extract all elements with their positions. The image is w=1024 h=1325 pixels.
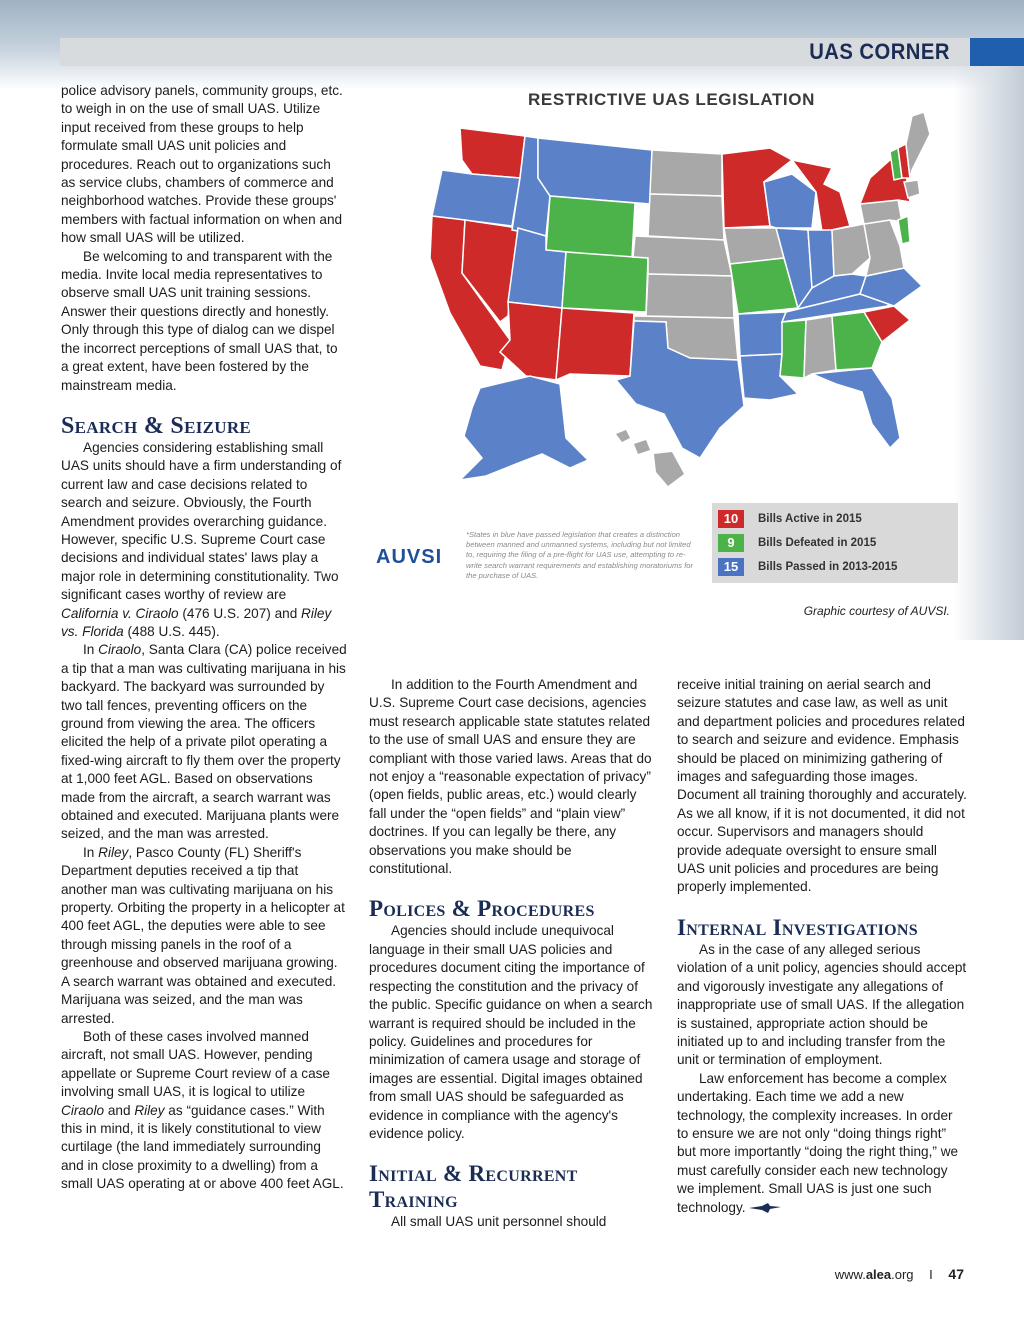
- heading-internal-investigations: Internal Investigations: [677, 914, 918, 940]
- state-shape: [646, 274, 734, 318]
- heading-search-seizure: Search & Seizure: [61, 412, 252, 439]
- legend-label: Bills Defeated in 2015: [758, 537, 877, 549]
- case-citation: California v. Ciraolo: [61, 605, 179, 621]
- map-title: RESTRICTIVE UAS LEGISLATION: [528, 90, 815, 109]
- margin-background: [954, 60, 1024, 640]
- paragraph: In Ciraolo, Santa Clara (CA) police received a tip that a man was cultivating marijuana in his backyard. The backyard was surrounded by two tall fences, preventing officers on the ground from viewing the area. The officers elicited the help of a private pilot operating a fixed-wing aircraft to fly them over the property at 1,000 feet AGL. Based on observations made from the aircraft, a search warrant was obtained and executed. Marijuana plants were seized, and the man was arrested.: [61, 642, 347, 842]
- footer-url[interactable]: www.alea.org: [834, 1267, 914, 1282]
- state-shape: [804, 316, 836, 378]
- paragraph: Law enforcement has become a complex undertaking. Each time we add a new technology, the complexity increases. In order to ensure we are not only “doing things right” but more importantly “doing the right thing,” we must carefully consider each new technology we implement. Small UAS is just one such technology.: [677, 1070, 959, 1215]
- legend-count: 10: [718, 510, 744, 528]
- case-citation: Riley: [98, 844, 129, 860]
- paragraph: In addition to the Fourth Amendment and U.S. Supreme Court case decisions, agencies must research applicable state statutes related to the use of small UAS and ensure they are compliant with those varied laws. Areas that do not enjoy a “reasonable expectation of privacy” (open fields, public areas, etc.) would clearly fall under the “open fields” and “plain view” doctrines. If you can legally be there, any observations you make should be constitutional.: [369, 677, 652, 877]
- case-citation: Ciraolo: [61, 1102, 105, 1118]
- state-shape: [616, 430, 630, 442]
- page-footer: [835, 1266, 964, 1282]
- state-shape: [650, 150, 722, 196]
- page-number: 47: [948, 1266, 964, 1282]
- auvsi-logo: AUVSI: [376, 546, 443, 568]
- legend-count: 9: [718, 534, 744, 552]
- legend-item-active: [718, 510, 862, 528]
- paragraph: police advisory panels, community groups, etc. to weigh in on the use of small UAS. Utilize input received from these groups to help formulate small UAS unit policies and procedures. Reach out to organizations such as service clubs, chambers of commerce and neighborhood watches. Provide these groups' members with factual information on when and how small UAS will be utilized.: [61, 83, 343, 246]
- heading-policies-procedures: Polices & Procedures: [369, 896, 595, 922]
- paragraph: All small UAS unit personnel should: [391, 1214, 607, 1230]
- paragraph: Agencies should include unequivocal language in their small UAS policies and procedures document citing the importance of respecting the constitution and the privacy of the public. Specific guidance on when a search warrant is required should be included in the policy. Guidelines and procedures for minimization of camera usage and storage of images are essential. Digital images obtained from small UAS should be safeguarded as evidence in compliance with the agency's evidence policy.: [369, 923, 653, 1141]
- state-shape: [648, 194, 724, 240]
- image-credit: Graphic courtesy of AUVSI.: [803, 604, 950, 618]
- legend-label: Bills Passed in 2013-2015: [758, 561, 898, 573]
- paragraph: Be welcoming to and transparent with the media. Invite local media representatives to observe small UAS unit training sessions. Answer their questions directly and honestly. Only through this type of dialog can we dispel the incorrect perceptions of small UAS that, to a great extent, have been fostered by the mainstream media.: [61, 248, 338, 393]
- paragraph: receive initial training on aerial search and seizure statutes and case law, as well as unit and department policies and procedures related to search and seizure and evidence. Emphasis should be placed on minimizing gathering of images and safeguarding those images. Document all training thoroughly and accurately. As we all know, if it is not documented, it did not occur. Supervisors and managers should provide adequate oversight to ensure small UAS unit policies and procedures are being properly implemented.: [677, 677, 967, 895]
- state-shape: [738, 312, 786, 356]
- us-legislation-map: [420, 108, 930, 508]
- heading-initial-recurrent-training: Initial & Recurrent Training: [369, 1161, 578, 1213]
- state-shape: [780, 320, 806, 378]
- state-shape: [546, 196, 635, 258]
- legend-count: 15: [718, 558, 744, 576]
- state-shape: [460, 376, 588, 480]
- state-shape: [460, 128, 525, 178]
- legend-item-defeated: [718, 534, 876, 552]
- paragraph: In Riley, Pasco County (FL) Sheriff's Department deputies received a tip that another man was cultivating marijuana on his property. Orbiting the property in a helicopter at 400 feet AGL, the deputies were able to see through missing panels in the roof of a greenhouse and observed marijuana growing. A search warrant was obtained and executed. Marijuana was seized, and the man was arrested.: [61, 844, 345, 1026]
- map-footnote: *States in blue have passed legislation that creates a distinction between manned and unmanned systems, including but not limited to, requiring the filing of a pre-flight for UAS use, attempting to re-write search warrant requirements and establishing moratoriums for the purchase of UAS.: [466, 530, 694, 580]
- map-legend: [712, 503, 958, 583]
- column-2: [369, 676, 655, 1232]
- state-shape: [538, 138, 652, 204]
- legend-label: Bills Active in 2015: [758, 513, 862, 525]
- state-shape: [633, 236, 732, 276]
- header-accent-block: [970, 38, 1024, 66]
- paragraph: As in the case of any alleged serious violation of a unit policy, agencies should accept and vigorously investigate any allegations of inappropriate use of small UAS. If the allegation is sustained, appropriate action should be initiated up to and including transfer from the unit or termination of employment.: [677, 941, 967, 1068]
- state-shape: [864, 220, 904, 276]
- state-shape: [556, 308, 634, 380]
- paragraph: Both of these cases involved manned aircraft, not small UAS. However, pending appellate or Supreme Court review of a case involving small UAS, it is logical to utilize Ciraolo and Riley as “guidance cases.” With this in mind, it is likely constitutional to view curtilage (the land immediately surrounding and in close proximity to a dwelling) from a small UAS operating at or above 400 feet AGL.: [61, 1028, 344, 1192]
- paragraph: Agencies considering establishing small UAS units should have a firm understanding of current law and case decisions related to search and seizure. Obviously, the Fourth Amendment provides overarching guidance. However, specific U.S. Supreme Court case decisions and individual states' laws play a major role in determining constitutionality. Two significant cases worthy of review are California v. Ciraolo (476 U.S. 207) and Riley vs. Florida (488 U.S. 445).: [61, 439, 342, 639]
- footer-separator: I: [929, 1267, 933, 1282]
- state-shape: [500, 302, 562, 380]
- state-shape: [634, 440, 650, 454]
- column-3: [677, 676, 967, 1217]
- state-shape: [654, 452, 684, 486]
- column-1: [61, 82, 347, 1194]
- legend-item-passed: [718, 558, 897, 576]
- section-title: UAS CORNER: [809, 39, 950, 64]
- case-citation: Ciraolo: [98, 642, 142, 658]
- end-of-article-aircraft-icon: [748, 1203, 782, 1213]
- case-citation: Riley: [134, 1102, 165, 1118]
- state-shape: [812, 368, 900, 448]
- state-shape: [832, 224, 870, 276]
- state-shape: [906, 112, 930, 178]
- state-shape: [562, 252, 648, 312]
- state-shape: [898, 216, 910, 244]
- case-citation: Riley vs. Florida: [61, 605, 332, 639]
